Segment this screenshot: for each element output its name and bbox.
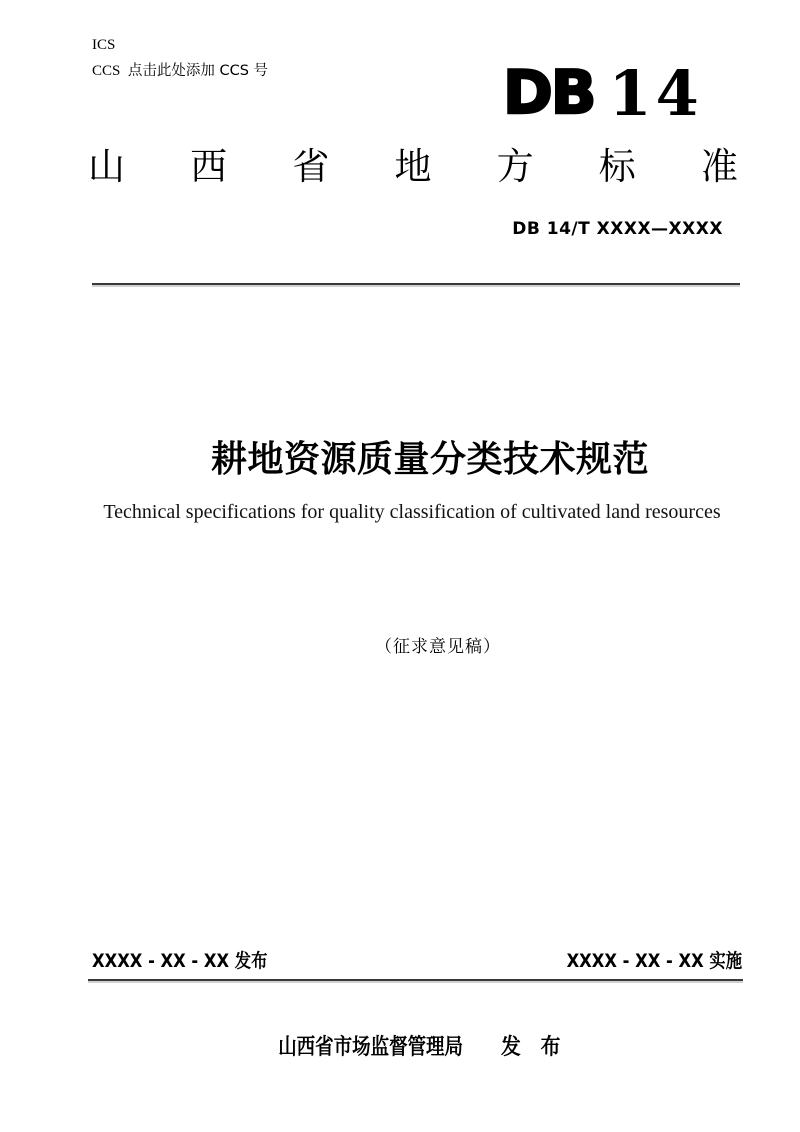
publisher-row	[10, 1030, 800, 1061]
standard-name-char: 西	[190, 145, 228, 188]
draft-status-note: （征求意见稿）	[375, 637, 501, 656]
ccs-label: CCS	[92, 63, 121, 79]
standard-name-char: 山	[88, 145, 125, 188]
standard-name-char: 标	[598, 145, 636, 188]
document-number: DB 14/T XXXX—XXXX	[512, 219, 723, 239]
standard-name-char: 省	[292, 145, 330, 188]
footer-divider-rule	[88, 979, 743, 981]
ics-label: ICS	[92, 37, 116, 53]
standard-name-char: 地	[394, 145, 432, 188]
db14-logo	[503, 57, 703, 130]
ccs-line	[92, 58, 268, 84]
implementation-date: XXXX - XX - XX 实施	[566, 950, 742, 972]
footer-date-row	[92, 950, 742, 973]
db-logo-number: 14	[608, 57, 703, 130]
publish-label: 发 布	[501, 1035, 561, 1060]
db-logo-prefix: DB	[503, 58, 595, 128]
issue-date: XXXX - XX - XX 发布	[92, 950, 268, 972]
standard-type-name	[88, 145, 738, 188]
page-title: 耕地资源质量分类技术规范	[210, 439, 649, 480]
classification-block	[92, 32, 268, 84]
standard-name-char: 准	[700, 145, 738, 188]
ccs-placeholder: 点击此处添加 CCS 号	[127, 63, 269, 79]
standard-name-char: 方	[496, 145, 534, 188]
page-title-english: Technical specifications for quality classification of cultivated land resources	[103, 501, 721, 523]
header-divider-rule	[92, 283, 740, 285]
publisher-name: 山西省市场监督管理局	[278, 1035, 463, 1060]
